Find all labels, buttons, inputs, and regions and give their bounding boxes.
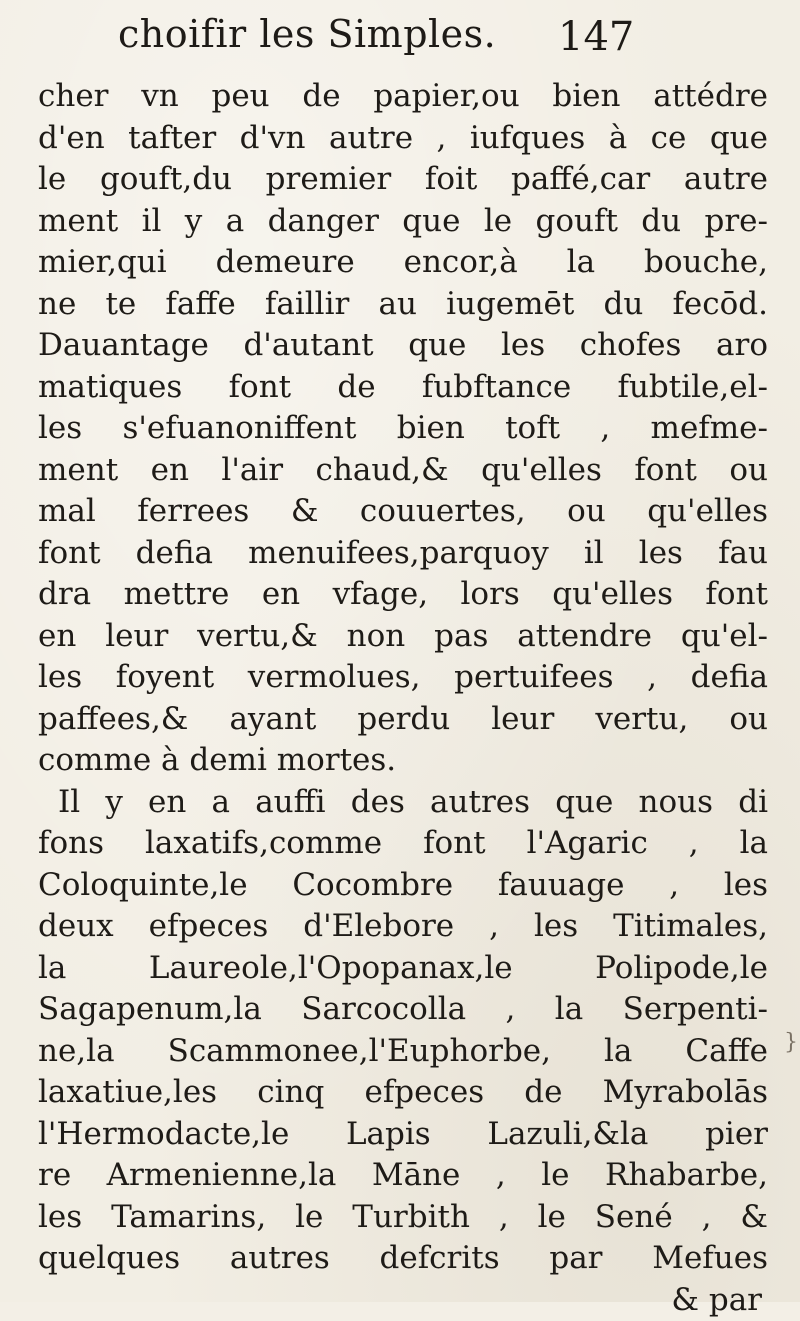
text-line: ne,la Scammonee,l'Euphorbe, la Caffe [38,1031,768,1073]
text-line: Dauantage d'autant que les chofes aro [38,325,768,367]
text-line: dra mettre en vfage, lors qu'elles font [38,574,768,616]
text-line: re Armenienne,la Māne , le Rhabarbe, [38,1155,768,1197]
text-line: deux efpeces d'Elebore , les Titimales, [38,906,768,948]
text-line: en leur vertu,& non pas attendre qu'el- [38,616,768,658]
page-number: 147 [558,14,634,60]
text-line: fons laxatifs,comme font l'Agaric , la [38,823,768,865]
text-line: ne te faffe faillir au iugemēt du fecōd. [38,284,768,326]
text-line: mier,qui demeure encor,à la bouche, [38,242,768,284]
text-line: le gouft,du premier foit paffé,car autre [38,159,768,201]
text-line: comme à demi mortes. [38,740,768,782]
text-line: ment il y a danger que le gouft du pre- [38,201,768,243]
text-line: ment en l'air chaud,& qu'elles font ou [38,450,768,492]
text-line: les Tamarins, le Turbith , le Sené , & [38,1197,768,1239]
text-line: mal ferrees & couuertes, ou qu'elles [38,491,768,533]
text-block [38,76,778,1321]
text-line: les foyent vermolues, pertuifees , defia [38,657,768,699]
margin-mark: } [784,1030,798,1055]
catchword: & par [38,1280,768,1321]
text-line: quelques autres defcrits par Mefues [38,1238,768,1280]
text-line: les s'efuanoniffent bien toft , mefme- [38,408,768,450]
text-line: matiques font de fubftance fubtile,el- [38,367,768,409]
text-line: cher vn peu de papier,ou bien attédre [38,76,768,118]
running-title: choifir les Simples. [118,12,638,56]
text-line: d'en tafter d'vn autre , iufques à ce que [38,118,768,160]
text-line: paffees,& ayant perdu leur vertu, ou [38,699,768,741]
text-line: laxatiue,les cinq efpeces de Myrabolās [38,1072,768,1114]
text-line: font defia menuifees,parquoy il les fau [38,533,768,575]
text-line: Coloquinte,le Cocombre fauuage , les [38,865,768,907]
text-line: la Laureole,l'Opopanax,le Polipode,le [38,948,768,990]
text-line: l'Hermodacte,le Lapis Lazuli,&la pier [38,1114,768,1156]
text-line: Sagapenum,la Sarcocolla , la Serpenti- [38,989,768,1031]
text-line: Il y en a auffi des autres que nous di [38,782,768,824]
